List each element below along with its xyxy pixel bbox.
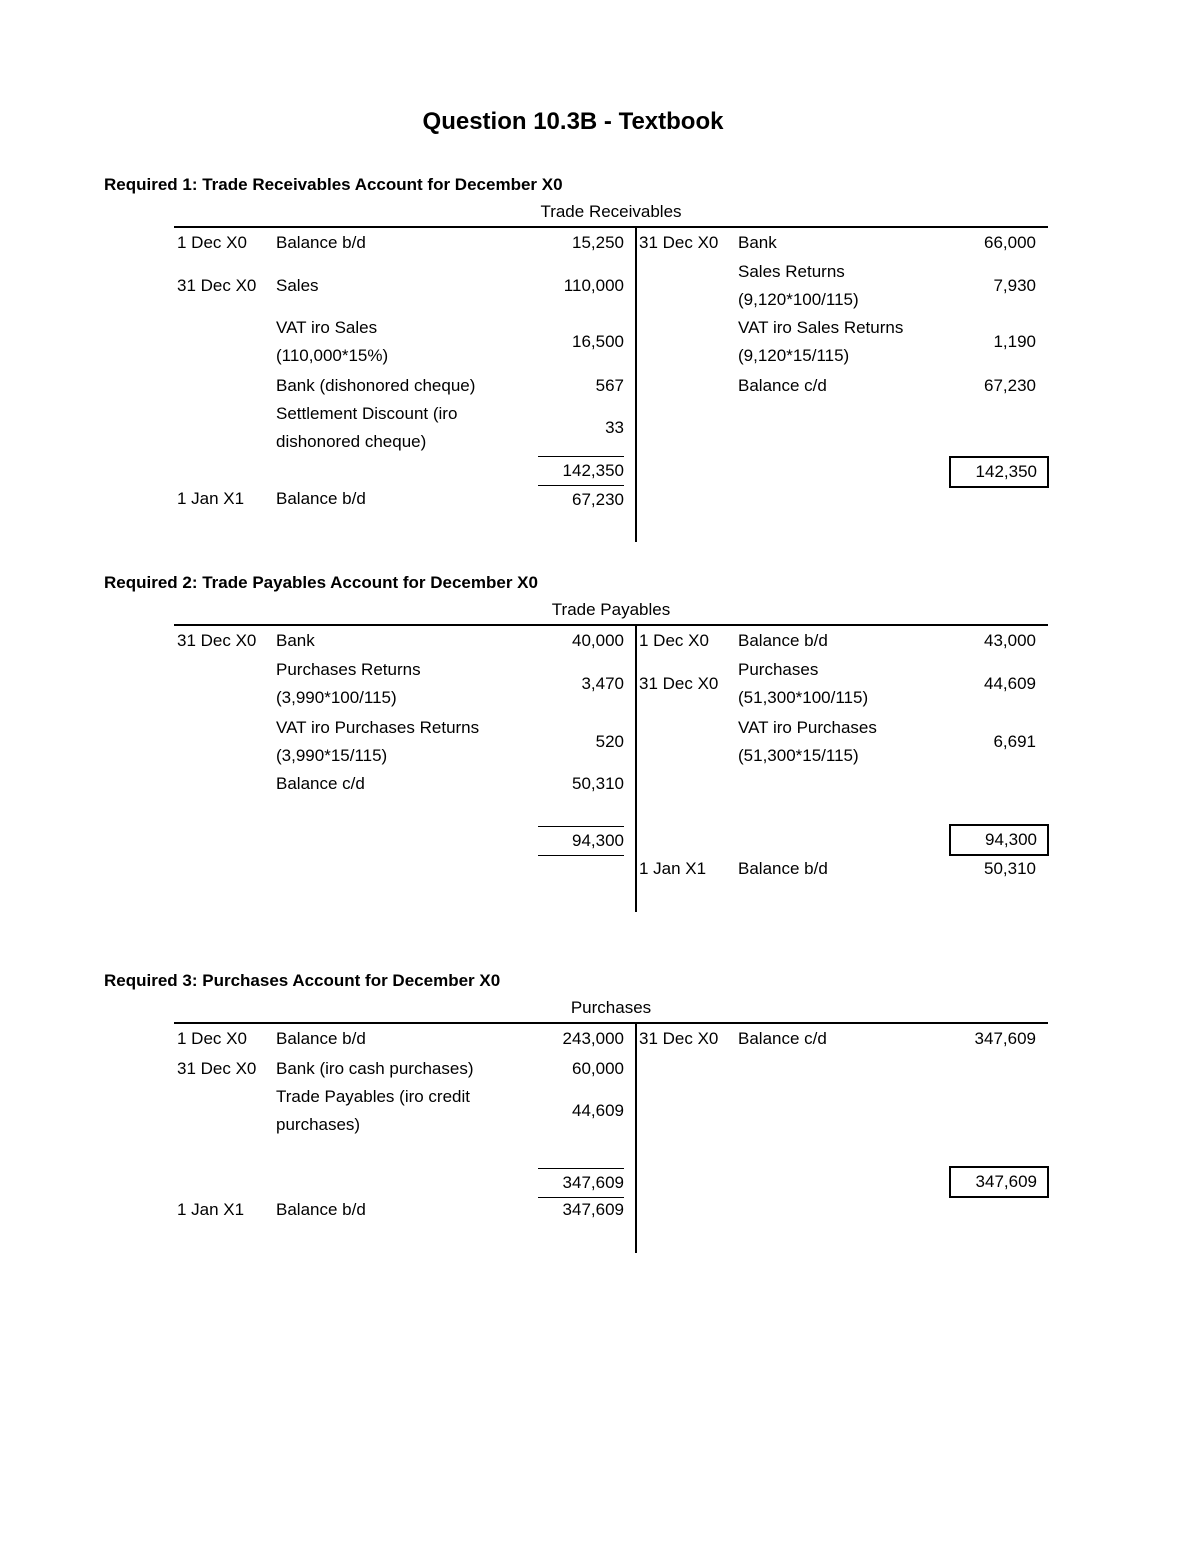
credit-date: 31 Dec X0 [639, 674, 719, 693]
credit-description: Balance c/d [738, 1029, 827, 1048]
t-account-divider [635, 625, 637, 912]
closing-amount: 67,230 [538, 485, 624, 514]
credit-description: Bank [738, 233, 777, 252]
debit-description: dishonored cheque) [276, 432, 427, 451]
t-account-divider [635, 227, 637, 542]
trade-payables-account [174, 600, 1048, 914]
debit-description: Bank [276, 631, 315, 650]
credit-description: Sales Returns [738, 262, 845, 281]
debit-amount: 520 [595, 732, 624, 751]
closing-date: 1 Jan X1 [177, 1200, 245, 1219]
debit-amount: 33 [605, 418, 624, 437]
credit-amount: 44,609 [984, 674, 1036, 693]
t-account-top-line [174, 1022, 1048, 1024]
credit-amount: 6,691 [993, 732, 1036, 751]
debit-amount: 60,000 [572, 1059, 624, 1078]
debit-amount: 243,000 [562, 1029, 624, 1048]
debit-date: 31 Dec X0 [177, 276, 257, 295]
debit-amount: 40,000 [572, 631, 624, 650]
required-1-heading: Required 1: Trade Receivables Account for December X0 [104, 175, 563, 194]
t-account-top-line [174, 226, 1048, 228]
debit-date: 1 Dec X0 [177, 1029, 247, 1048]
credit-total: 142,350 [975, 462, 1037, 481]
credit-amount: 66,000 [984, 233, 1036, 252]
credit-description: (9,120*100/115) [738, 290, 859, 309]
debit-description: Purchases Returns [276, 660, 421, 679]
debit-description: (3,990*100/115) [276, 688, 397, 707]
credit-total: 94,300 [985, 830, 1037, 849]
credit-description: Balance c/d [738, 376, 827, 395]
debit-total: 347,609 [538, 1168, 624, 1198]
debit-description: Sales [276, 276, 319, 295]
credit-description: Purchases [738, 660, 819, 679]
trade-receivables-account [174, 202, 1048, 544]
closing-description: Balance b/d [276, 489, 366, 508]
debit-description: Balance b/d [276, 1029, 366, 1048]
debit-total: 142,350 [538, 456, 624, 485]
credit-amount: 67,230 [984, 376, 1036, 395]
credit-description: (9,120*15/115) [738, 346, 850, 365]
credit-amount: 347,609 [974, 1029, 1036, 1048]
debit-amount: 3,470 [581, 674, 624, 693]
credit-amount: 43,000 [984, 631, 1036, 650]
debit-amount: 44,609 [572, 1101, 624, 1120]
account-title: Purchases [570, 998, 652, 1017]
closing-date: 1 Jan X1 [639, 859, 707, 878]
debit-description: purchases) [276, 1115, 361, 1134]
t-account-divider [635, 1023, 637, 1253]
debit-date: 31 Dec X0 [177, 1059, 257, 1078]
debit-description: (110,000*15%) [276, 346, 389, 365]
closing-amount: 50,310 [984, 859, 1036, 878]
account-title: Trade Payables [551, 600, 671, 619]
credit-date: 31 Dec X0 [639, 1029, 719, 1048]
closing-description: Balance b/d [738, 859, 828, 878]
closing-amount: 347,609 [562, 1200, 624, 1219]
debit-date: 1 Dec X0 [177, 233, 247, 252]
debit-amount: 15,250 [572, 233, 624, 252]
debit-total: 94,300 [538, 826, 624, 856]
debit-description: Settlement Discount (iro [276, 404, 458, 423]
debit-description: (3,990*15/115) [276, 746, 388, 765]
debit-description: Bank (dishonored cheque) [276, 376, 476, 395]
debit-description: Balance c/d [276, 774, 365, 793]
credit-description: VAT iro Purchases [738, 718, 877, 737]
closing-date: 1 Jan X1 [177, 489, 245, 508]
debit-description: VAT iro Sales [276, 318, 378, 337]
closing-description: Balance b/d [276, 1200, 366, 1219]
debit-amount: 50,310 [572, 774, 624, 793]
credit-description: (51,300*100/115) [738, 688, 869, 707]
required-2-heading: Required 2: Trade Payables Account for December X0 [104, 573, 538, 592]
credit-description: (51,300*15/115) [738, 746, 859, 765]
credit-total: 347,609 [975, 1172, 1037, 1191]
t-account-top-line [174, 624, 1048, 626]
debit-description: Bank (iro cash purchases) [276, 1059, 474, 1078]
required-3-heading: Required 3: Purchases Account for December X0 [104, 971, 501, 990]
debit-date: 31 Dec X0 [177, 631, 257, 650]
credit-description: Balance b/d [738, 631, 828, 650]
debit-description: VAT iro Purchases Returns [276, 718, 480, 737]
debit-amount: 110,000 [563, 276, 624, 295]
credit-date: 1 Dec X0 [639, 631, 709, 650]
debit-description: Trade Payables (iro credit [276, 1087, 471, 1106]
account-title: Trade Receivables [540, 202, 682, 221]
debit-amount: 16,500 [572, 332, 624, 351]
debit-description: Balance b/d [276, 233, 366, 252]
credit-description: VAT iro Sales Returns [738, 318, 904, 337]
debit-amount: 567 [595, 376, 624, 395]
page-title: Question 10.3B - Textbook [422, 108, 724, 135]
purchases-account [174, 998, 1048, 1256]
credit-amount: 1,190 [993, 332, 1036, 351]
credit-amount: 7,930 [993, 276, 1036, 295]
credit-date: 31 Dec X0 [639, 233, 719, 252]
